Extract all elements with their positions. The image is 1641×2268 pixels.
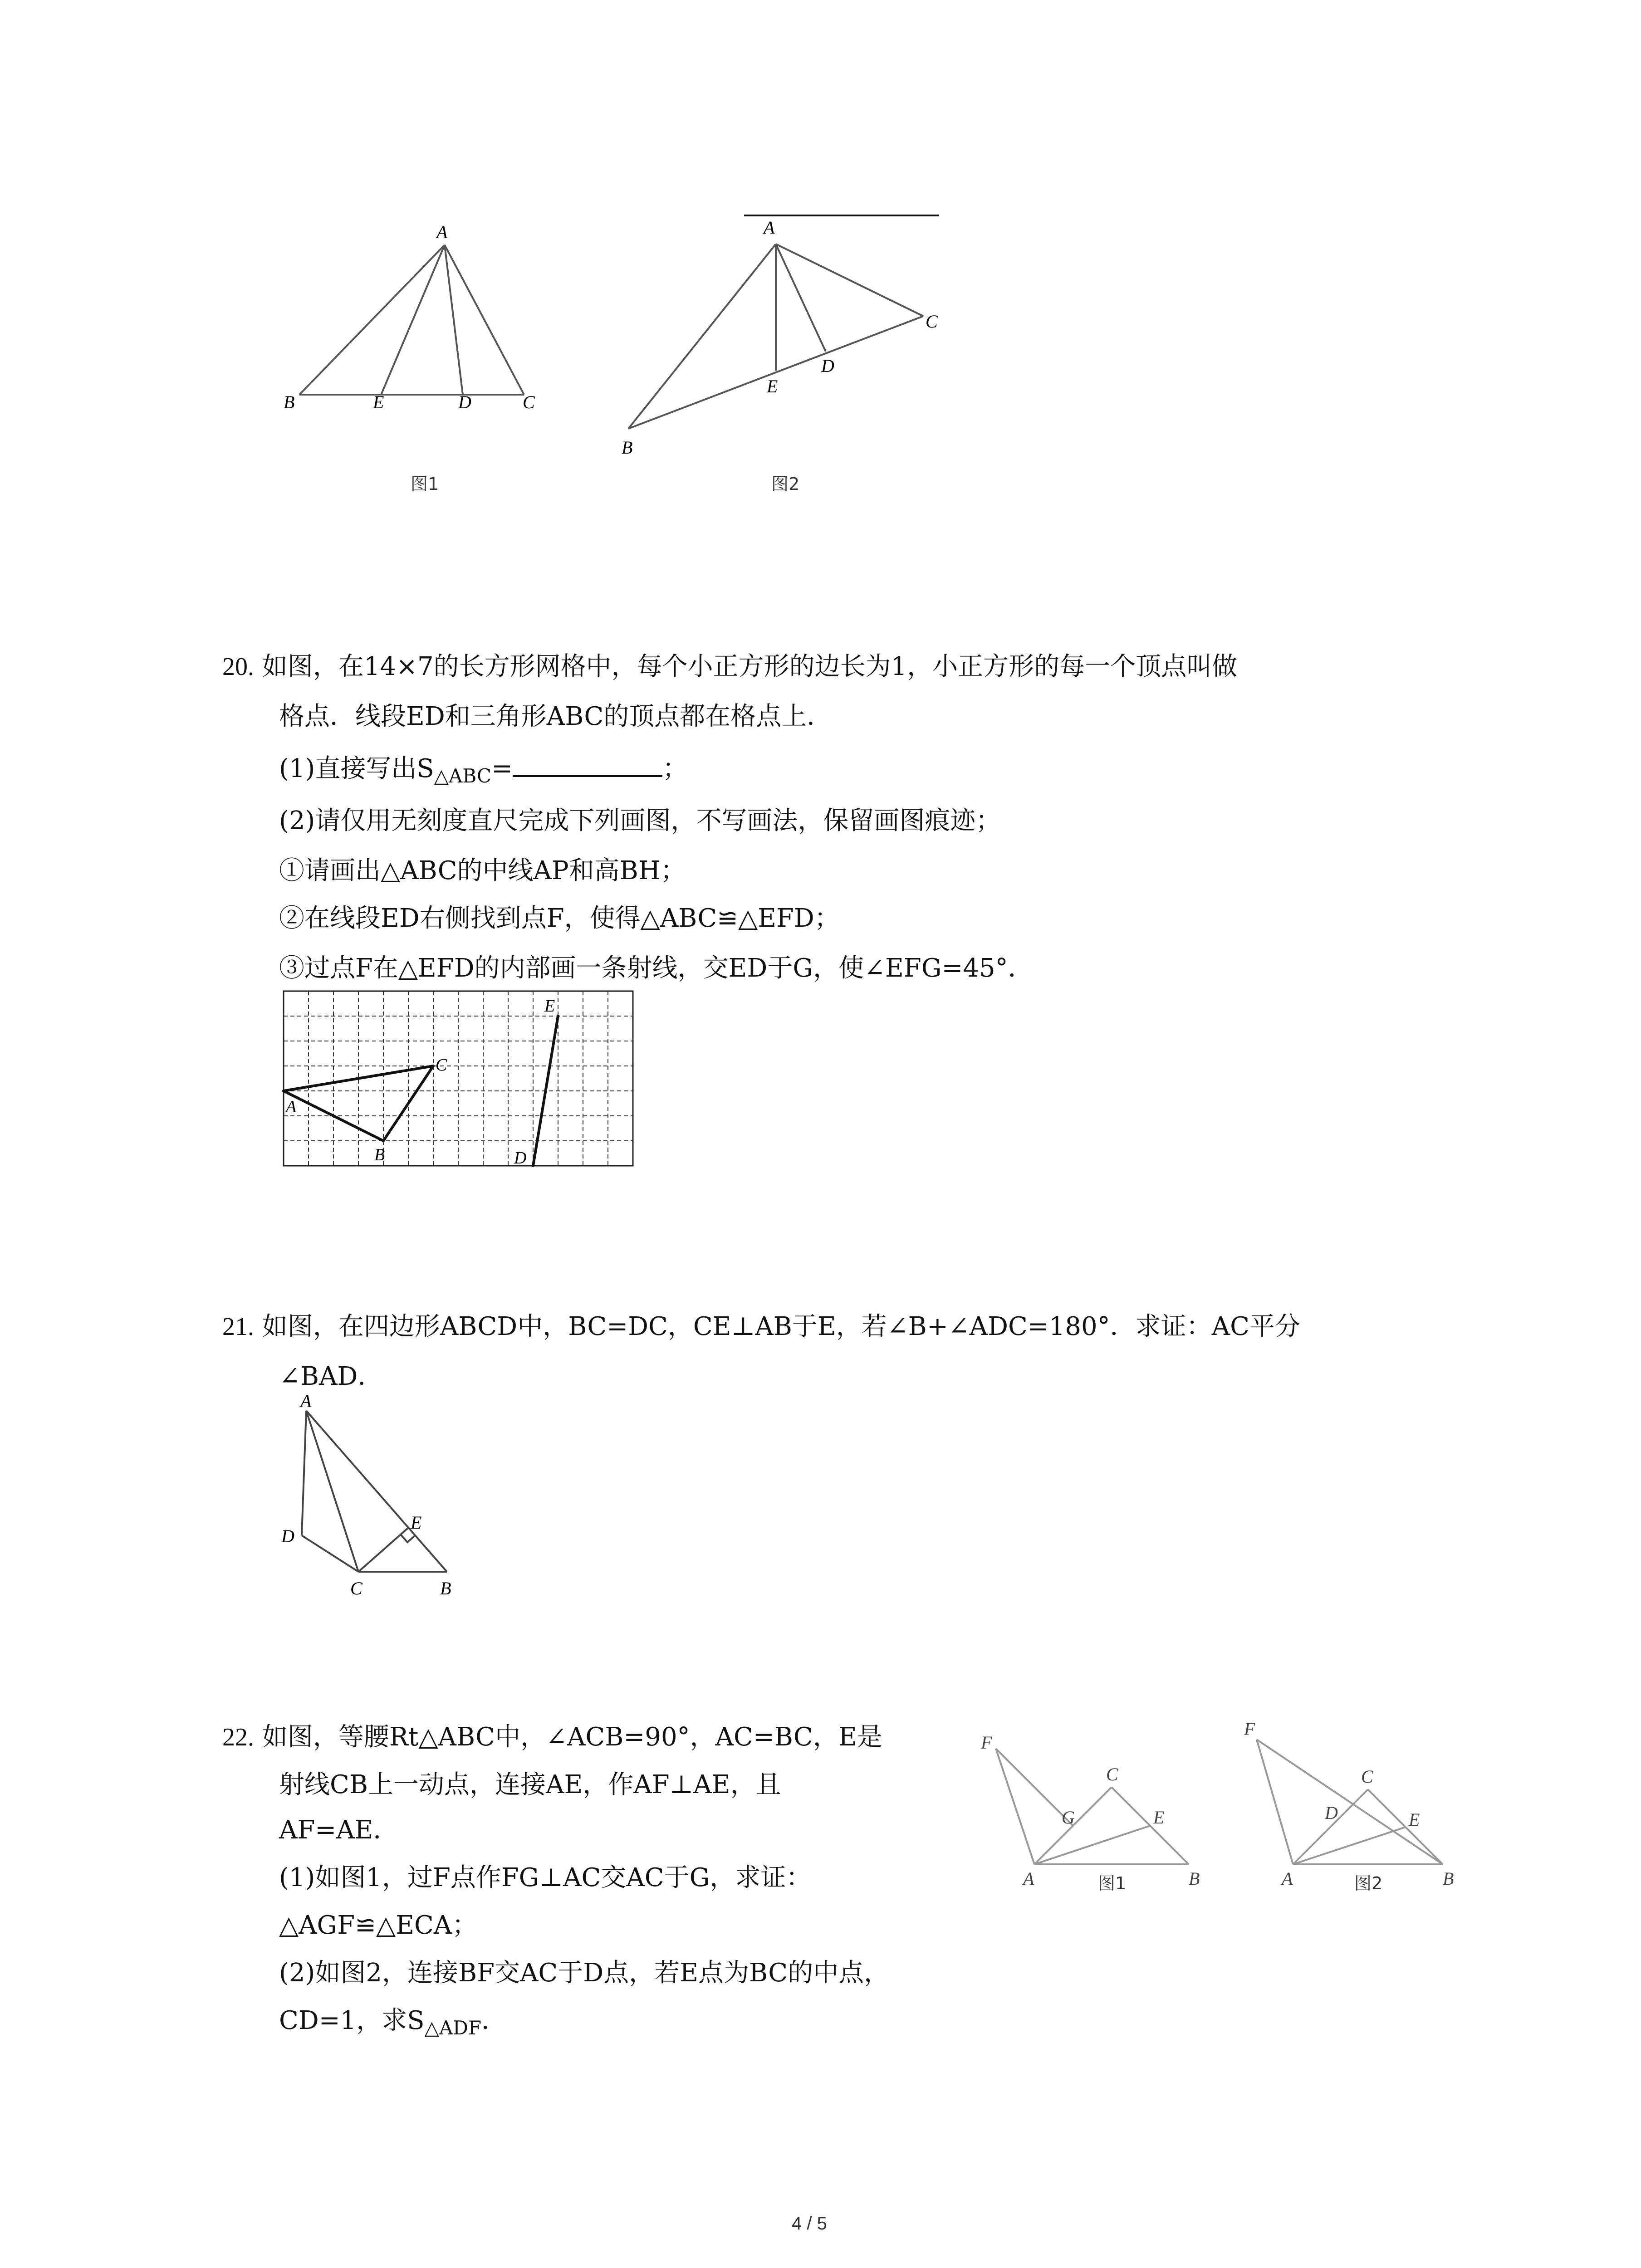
label-f: F: [981, 1733, 992, 1753]
q22-line-3: AF=AE．: [279, 1815, 399, 1845]
label-a: A: [300, 1391, 312, 1411]
label-f: F: [1244, 1719, 1255, 1739]
q21-quadrilateral-figure: [272, 1388, 508, 1606]
label-a: A: [1023, 1868, 1034, 1889]
q20-step-1: ①请画出△ABC的中线AP和高BH；: [279, 856, 686, 885]
q20-stem: 如图，在14×7的长方形网格中，每个小正方形的边长为1，小正方形的每一个顶点叫做: [262, 652, 1238, 681]
q20-line-2: 格点．线段ED和三角形ABC的顶点都在格点上．: [279, 702, 833, 731]
segment-ab: [299, 245, 445, 395]
q22-line-1: [222, 1715, 882, 1760]
label-d: D: [458, 392, 471, 412]
label-b: B: [284, 392, 295, 412]
figure-1-caption: 图1: [411, 474, 439, 494]
figure-2-caption: 图2: [771, 474, 800, 494]
label-c: C: [1361, 1766, 1373, 1787]
grid-border: [284, 991, 633, 1166]
label-d: D: [514, 1149, 527, 1168]
q22-part-2: (2)如图2，连接BF交AC于D点，若E点为BC的中点，: [279, 1958, 890, 1988]
segment-ac: [306, 1411, 358, 1572]
label-e: E: [373, 392, 384, 412]
segment-ae: [1293, 1827, 1406, 1864]
segment-ac: [1293, 1789, 1368, 1864]
label-a: A: [1282, 1868, 1293, 1889]
grid-lines: [284, 991, 633, 1166]
segment-dc: [302, 1535, 358, 1572]
segment-ae: [381, 245, 445, 395]
figure-1-triangle: [272, 218, 554, 508]
q22-part-2-ask: CD=1，求$S_{\triangle ADF}$．: [279, 2006, 507, 2039]
q21-stem: 如图，在四边形ABCD中，BC=DC，CE⊥AB于E，若∠B+∠ADC=180°．求证：AC平分: [262, 1312, 1300, 1341]
label-d: D: [281, 1526, 294, 1546]
label-c: C: [350, 1578, 362, 1598]
answer-blank[interactable]: [513, 753, 662, 777]
q22-figure-2-caption: 图2: [1354, 1873, 1383, 1893]
label-c: C: [926, 311, 938, 332]
label-g: G: [1062, 1807, 1075, 1828]
segment-ac: [776, 244, 923, 316]
segment-ae: [1034, 1826, 1150, 1864]
label-d: D: [821, 356, 834, 376]
q20-grid-figure: [281, 989, 644, 1170]
label-b: B: [622, 437, 633, 458]
segment-ad: [776, 244, 826, 352]
q21-number: 21.: [222, 1313, 254, 1341]
label-e: E: [767, 376, 778, 396]
q22-figure-1-caption: 图1: [1098, 1873, 1127, 1893]
q22-stem: 如图，等腰Rt△ABC中，∠ACB=90°，AC=BC，E是: [262, 1722, 882, 1752]
q20-part-1: (1)直接写出$S_{\triangle ABC}=$ ；: [279, 746, 688, 799]
label-e: E: [1153, 1807, 1165, 1828]
q20-number: 20.: [222, 653, 254, 681]
q20-area-subscript: △ABC: [434, 765, 492, 787]
q21-line-2: ∠BAD．: [279, 1362, 383, 1391]
segment-ce: [358, 1528, 408, 1572]
q21-line-1: [222, 1304, 1300, 1349]
right-angle-mark: [401, 1535, 415, 1542]
figure-2-triangle: [612, 200, 975, 508]
segment-ab: [306, 1411, 447, 1572]
label-b: B: [1189, 1868, 1200, 1889]
q22-line-2: 射线CB上一动点，连接AE，作AF⊥AE，且: [279, 1770, 781, 1799]
q22-figure-2: [1234, 1715, 1470, 1905]
q22-part-1-claim: △AGF≌△ECA；: [279, 1911, 478, 1940]
label-b: B: [1443, 1868, 1454, 1889]
q20-line-1: [222, 644, 1237, 689]
segment-af: [996, 1749, 1034, 1864]
label-a: A: [436, 222, 448, 242]
segment-af: [1257, 1740, 1293, 1864]
q22-part-1: (1)如图1，过F点作FG⊥AC交AC于G，求证：: [279, 1863, 812, 1892]
q20-part-2: (2)请仅用无刻度直尺完成下列画图，不写画法，保留画图痕迹；: [279, 806, 1001, 836]
label-e: E: [411, 1512, 422, 1533]
label-c: C: [436, 1056, 447, 1075]
q20-step-2: ②在线段ED右侧找到点F，使得△ABC≌△EFD；: [279, 904, 840, 933]
label-a: A: [286, 1097, 297, 1116]
label-c: C: [523, 392, 535, 412]
q22-area-subscript: △ADF: [424, 2017, 482, 2039]
label-c: C: [1106, 1764, 1118, 1784]
label-a: A: [764, 217, 775, 238]
segment-ac: [445, 245, 524, 395]
label-e: E: [1409, 1809, 1420, 1830]
q22-figure-1: [975, 1733, 1216, 1905]
label-e: E: [544, 997, 555, 1016]
label-b: B: [374, 1145, 385, 1164]
label-b: B: [440, 1578, 451, 1598]
page-number: 4 / 5: [792, 2214, 827, 2234]
label-d: D: [1325, 1803, 1338, 1823]
q20-step-3: ③过点F在△EFD的内部画一条射线，交ED于G，使∠EFG=45°．: [279, 953, 1034, 983]
segment-ad: [445, 245, 463, 395]
segment-ad: [302, 1411, 306, 1535]
q22-number: 22.: [222, 1723, 254, 1751]
